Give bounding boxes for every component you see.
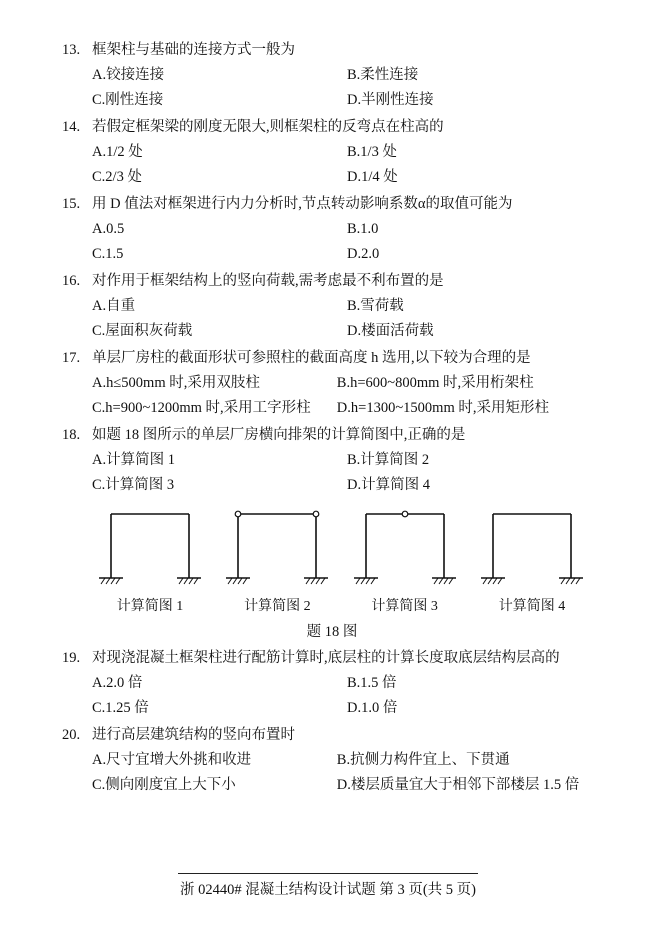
- footer-text: 浙 02440# 混凝土结构设计试题 第 3 页(共 5 页): [179, 882, 477, 898]
- option-list: [62, 63, 602, 113]
- question-number: 17.: [62, 350, 81, 366]
- option-c[interactable]: C.1.25 倍: [92, 700, 149, 716]
- option-list: [62, 748, 602, 798]
- question-stem: [62, 346, 602, 371]
- footer-divider: [178, 873, 478, 874]
- question-16: [62, 269, 602, 344]
- frame-sketch-plain-icon: [473, 504, 591, 594]
- question-17: [62, 346, 602, 421]
- option-d[interactable]: D.计算简图 4: [347, 477, 430, 493]
- question-number: 15.: [62, 196, 81, 212]
- question-text: 对现浇混凝土框架柱进行配筋计算时,底层柱的计算长度取底层结构层高的: [92, 650, 560, 666]
- option-c[interactable]: C.刚性连接: [92, 92, 164, 108]
- question-19: [62, 646, 602, 721]
- question-number: 13.: [62, 42, 81, 58]
- option-a[interactable]: A.铰接连接: [92, 67, 165, 83]
- option-a[interactable]: A.尺寸宜增大外挑和收进: [92, 752, 252, 768]
- question-text: 进行高层建筑结构的竖向布置时: [92, 727, 295, 743]
- frame-diagram-1: [90, 504, 210, 618]
- question-text: 如题 18 图所示的单层厂房横向排架的计算简图中,正确的是: [92, 427, 466, 443]
- option-b[interactable]: B.1/3 处: [347, 144, 397, 160]
- question-18: [62, 423, 602, 498]
- option-c[interactable]: C.侧向刚度宜上大下小: [92, 777, 236, 793]
- option-a[interactable]: A.h≤500mm 时,采用双肢柱: [92, 375, 260, 391]
- option-b[interactable]: B.h=600~800mm 时,采用桁架柱: [336, 375, 534, 391]
- question-13: [62, 38, 602, 113]
- option-b[interactable]: B.计算简图 2: [347, 452, 430, 468]
- question-stem: [62, 646, 602, 671]
- question-number: 19.: [62, 650, 81, 666]
- option-list: [62, 448, 602, 498]
- question-text: 若假定框架梁的刚度无限大,则框架柱的反弯点在柱高的: [92, 119, 444, 135]
- option-d[interactable]: D.1/4 处: [347, 169, 398, 185]
- option-a[interactable]: A.2.0 倍: [92, 675, 143, 691]
- frame-diagram-2: [217, 504, 337, 618]
- option-c[interactable]: C.2/3 处: [92, 169, 142, 185]
- option-d[interactable]: D.h=1300~1500mm 时,采用矩形柱: [336, 400, 549, 416]
- frame-sketch-hinged-ends-icon: [218, 504, 336, 594]
- figure-title: 题 18 图: [306, 624, 358, 640]
- question-15: [62, 192, 602, 267]
- option-d[interactable]: D.楼层质量宜大于相邻下部楼层 1.5 倍: [336, 777, 580, 793]
- question-number: 16.: [62, 273, 81, 289]
- option-c[interactable]: C.计算简图 3: [92, 477, 175, 493]
- option-d[interactable]: D.楼面活荷载: [347, 323, 434, 339]
- option-d[interactable]: D.2.0: [347, 246, 380, 262]
- question-text: 框架柱与基础的连接方式一般为: [92, 42, 295, 58]
- frame-diagram-3: [345, 504, 465, 618]
- option-b[interactable]: B.抗侧力构件宜上、下贯通: [336, 752, 510, 768]
- frame-sketch-mid-hinge-icon: [346, 504, 464, 594]
- option-a[interactable]: A.计算简图 1: [92, 452, 175, 468]
- option-list: [62, 217, 602, 267]
- frame-caption-3: 计算简图 3: [371, 599, 438, 614]
- option-a[interactable]: A.0.5: [92, 221, 125, 237]
- question-stem: [62, 38, 602, 63]
- question-number: 20.: [62, 727, 81, 743]
- option-list: [62, 140, 602, 190]
- option-d[interactable]: D.半刚性连接: [347, 92, 434, 108]
- option-list: [62, 671, 602, 721]
- question-stem: [62, 423, 602, 448]
- option-c[interactable]: C.屋面积灰荷载: [92, 323, 193, 339]
- question-20: [62, 723, 602, 798]
- option-b[interactable]: B.1.5 倍: [347, 675, 397, 691]
- question-number: 14.: [62, 119, 81, 135]
- page-footer: [0, 873, 656, 899]
- frame-caption-1: 计算简图 1: [116, 599, 184, 614]
- question-stem: [62, 723, 602, 748]
- question-18-figure: [62, 504, 602, 644]
- question-text: 对作用于框架结构上的竖向荷载,需考虑最不利布置的是: [92, 273, 444, 289]
- question-text: 单层厂房柱的截面形状可参照柱的截面高度 h 选用,以下较为合理的是: [92, 350, 531, 366]
- question-stem: [62, 269, 602, 294]
- option-c[interactable]: C.1.5: [92, 246, 124, 262]
- option-a[interactable]: A.1/2 处: [92, 144, 143, 160]
- option-list: [62, 371, 602, 421]
- frame-sketch-rigid-icon: [91, 504, 209, 594]
- question-stem: [62, 192, 602, 217]
- option-b[interactable]: B.1.0: [347, 221, 379, 237]
- frame-diagram-row: [62, 504, 602, 618]
- option-c[interactable]: C.h=900~1200mm 时,采用工字形柱: [92, 400, 311, 416]
- question-text: 用 D 值法对框架进行内力分析时,节点转动影响系数α的取值可能为: [92, 196, 513, 212]
- question-number: 18.: [62, 427, 81, 443]
- option-b[interactable]: B.雪荷载: [347, 298, 404, 314]
- frame-caption-2: 计算简图 2: [244, 599, 311, 614]
- page-content: [62, 38, 602, 800]
- frame-diagram-4: [472, 504, 592, 618]
- option-list: [62, 294, 602, 344]
- option-d[interactable]: D.1.0 倍: [347, 700, 398, 716]
- question-stem: [62, 115, 602, 140]
- option-a[interactable]: A.自重: [92, 298, 136, 314]
- option-b[interactable]: B.柔性连接: [347, 67, 419, 83]
- question-14: [62, 115, 602, 190]
- frame-caption-4: 计算简图 4: [498, 599, 566, 614]
